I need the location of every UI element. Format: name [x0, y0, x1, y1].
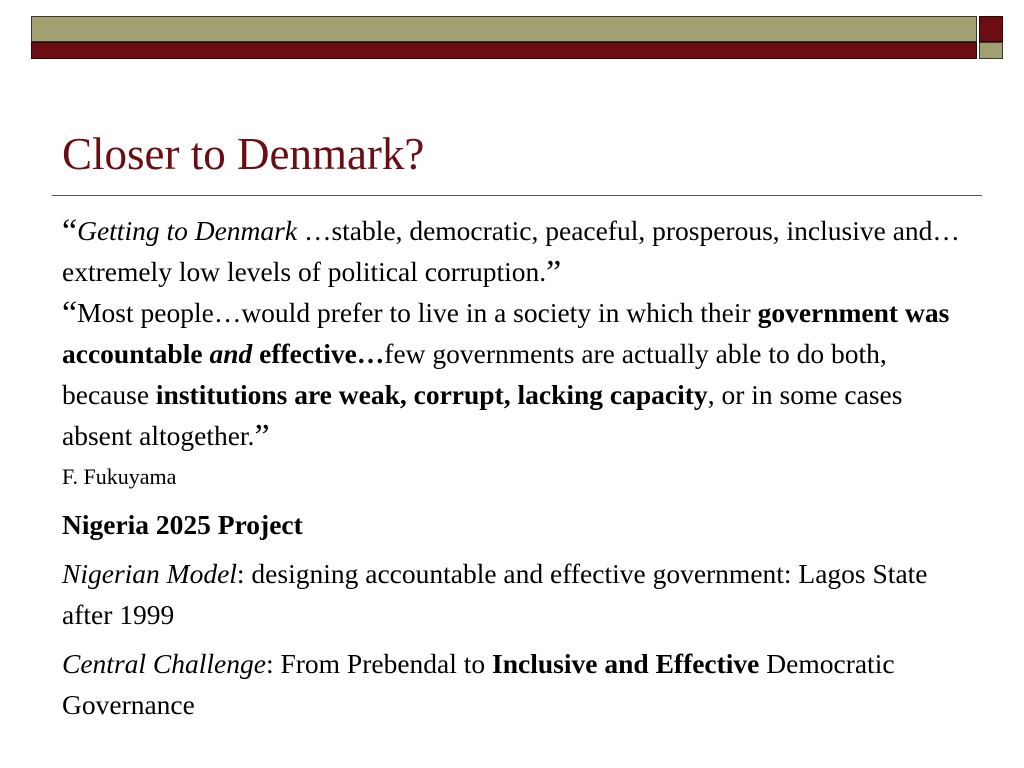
maroon-bar: [31, 42, 977, 59]
olive-square: [979, 42, 1003, 59]
slide-body: [62, 210, 967, 725]
quote-bold-text: government was accountable: [62, 297, 950, 369]
slide-title: Closer to Denmark?: [62, 129, 425, 179]
quote-getting-to-denmark: [62, 210, 967, 292]
nigerian-model-item: [62, 553, 967, 635]
quote-text: Most people…would prefer to live in a society in which their: [77, 297, 758, 328]
decorative-header-bars: [0, 0, 1024, 70]
quote-text: few governments are actually able to do both, because: [62, 338, 887, 410]
item-label: Central Challenge: [62, 648, 266, 679]
close-quote-mark: ”: [546, 254, 562, 291]
central-challenge-item: [62, 643, 967, 725]
title-divider: [52, 195, 982, 196]
quote-bold-text: effective…: [252, 338, 385, 369]
open-quote-mark: “: [62, 295, 78, 332]
item-label: Nigerian Model: [62, 558, 237, 589]
close-quote-mark: ”: [254, 418, 270, 455]
maroon-square: [979, 16, 1003, 42]
quote-most-people: [62, 292, 967, 456]
book-title: Getting to Denmark: [77, 215, 298, 246]
olive-bar: [31, 16, 977, 42]
project-heading: Nigeria 2025 Project: [62, 509, 303, 540]
quote-bold-text: institutions are weak, corrupt, lacking capacity: [155, 379, 708, 410]
item-bold-text: Inclusive and Effective: [492, 648, 760, 679]
item-text: : designing accountable and effective government: Lagos State after 1999: [62, 558, 928, 630]
item-text: Democratic Governance: [62, 648, 895, 720]
item-text: : From Prebendal to: [265, 648, 493, 679]
quote-bold-italic-text: and: [209, 338, 253, 369]
quote-text: stable, democratic, peaceful, prosperous, inclusive and…extremely low levels of political corruption.: [62, 215, 960, 287]
open-quote-mark: “: [62, 213, 78, 250]
ellipsis: …: [297, 215, 332, 246]
quote-text: , or in some cases absent altogether.: [62, 379, 903, 451]
quote-attribution: F. Fukuyama: [62, 464, 177, 489]
